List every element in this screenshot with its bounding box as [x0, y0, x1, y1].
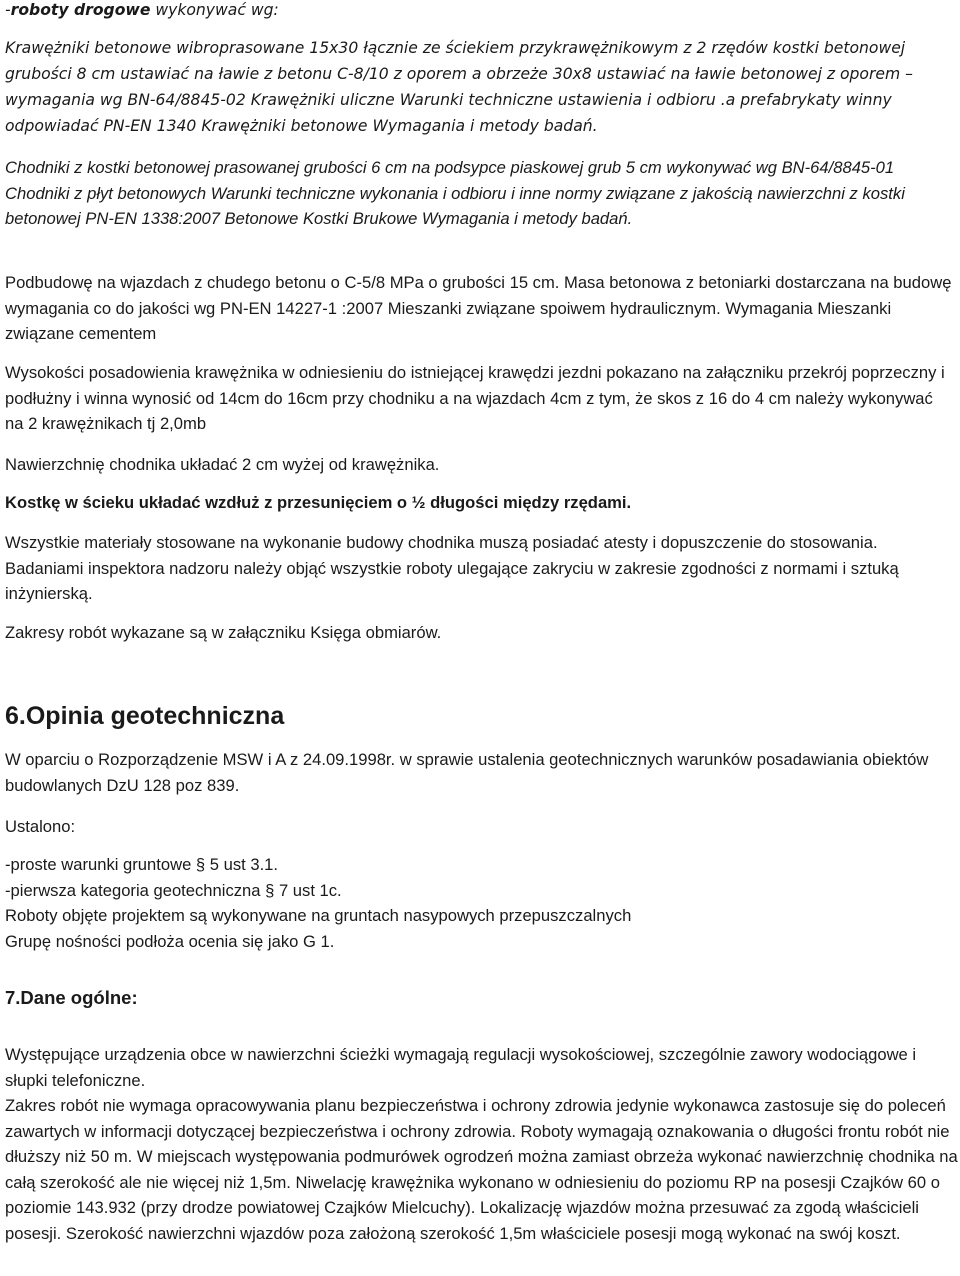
curb-paragraph-part-2: .a prefabrykaty winny odpowiadać PN-EN 1340 Krawężniki betonowe Wymagania i metody badań.: [5, 91, 892, 135]
intro-rest: wykonywać wg:: [150, 1, 279, 19]
geotech-findings-list: [5, 852, 955, 954]
geotech-finding: Roboty objęte projektem są wykonywane na gruntach nasypowych przepuszczalnych: [5, 906, 632, 925]
section-6-heading: 6.Opinia geotechniczna: [5, 702, 285, 730]
geotech-finding: Grupę nośności podłoża ocenia się jako G 1.: [5, 931, 335, 951]
section-7-heading: 7.Dane ogólne:: [5, 987, 138, 1008]
sidewalk-paragraph: Chodniki z kostki betonowej prasowanej grubości 6 cm na podsypce piaskowej grub 5 cm wykonywać wg BN-64/8845-01 Chodniki z płyt betonowych Warunki techniczne wykonania i odbioru i inne normy związane z jakością nawierzchni z kostki betonowej PN-EN 1338:2007 Betonowe Kostki Brukowe Wymagania i metody badań.: [5, 158, 905, 228]
surface-paragraph: Nawierzchnię chodnika układać 2 cm wyżej od krawężnika.: [5, 455, 440, 474]
curb-paragraph: [5, 35, 955, 139]
geotech-finding: -pierwsza kategoria geotechniczna § 7 ust 1c.: [5, 880, 342, 900]
materials-paragraph: Wszystkie materiały stosowane na wykonanie budowy chodnika muszą posiadać atesty i dopuszczenie do stosowania. Badaniami inspektora nadzoru należy objąć wszystkie roboty ulegające zakryciu w zakresie zgodności z normami i sztuką inżynierską.: [5, 533, 899, 603]
intro-line: [5, 0, 279, 23]
curb-paragraph-part-1: Krawężniki betonowe wibroprasowane 15x30 łącznie ze ściekiem przykrawężnikowym z 2 rzędów kostki betonowej grubości 8 cm ustawiać na ławie z betonu C-8/10 z oporem a obrzeże 30x8 ustawiać na ławie betonowej z oporem – wymagania wg BN-64/8845-02 Krawężniki uliczne Warunki techniczne ustawienia i odbioru: [5, 39, 913, 109]
intro-bold: roboty drogowe: [10, 1, 151, 19]
curb-height-paragraph: Wysokości posadowienia krawężnika w odniesieniu do istniejącej krawędzi jezdni pokazano na załączniku przekrój poprzeczny i podłużny i winna wynosić od 14cm do 16cm przy chodniku a na wjazdach 4cm z tym, że skos z 16 do 4 cm należy wykonywać na 2 krawężnikach tj 2,0mb: [5, 363, 945, 433]
intro-prefix: -: [5, 1, 11, 19]
utilities-paragraph: Występujące urządzenia obce w nawierzchni ścieżki wymagają regulacji wysokościowej, szczególnie zawory wodociągowe i słupki telefoniczne.: [5, 1045, 917, 1090]
geotech-established-label: Ustalono:: [5, 817, 76, 836]
safety-scope-paragraph: Zakres robót nie wymaga opracowywania planu bezpieczeństwa i ochrony zdrowia jedynie wykonawca zastosuje się do poleceń zawartych w informacji dotyczącej bezpieczeństwa i ochrony zdrowia. Roboty wymagają oznakowania o długości frontu robót nie dłuższy niż 50 m. W miejscach występowania podmurówek ogrodzeń można zamiast obrzeża wykonać nawierzchnię chodnika na całą szerokość ale nie więcej niż 1,5m. Niwelację krawężnika wykonano w odniesieniu do poziomu RP na posesji Czajków 60 o poziomie 143.932 (przy drodze powiatowej Czajków Mielcuchy). Lokalizację wjazdów można przesuwać za zgodą właścicieli posesji. Szerokość nawierzchni wjazdów poza założoną szerokość 1,5m właściciele posesji mogą wykonać na swój koszt.: [5, 1096, 958, 1243]
scope-paragraph: Zakresy robót wykazane są w załączniku Księga obmiarów.: [5, 623, 442, 642]
geotech-finding: -proste warunki gruntowe § 5 ust 3.1.: [5, 855, 279, 874]
subbase-paragraph: Podbudowę na wjazdach z chudego betonu o C-5/8 MPa o grubości 15 cm. Masa betonowa z betoniarki dostarczana na budowę wymagania co do jakości wg PN-EN 14227-1 :2007 Mieszanki związane spoiwem hydraulicznym. Wymagania Mieszanki związane cementem: [5, 273, 952, 343]
geotech-basis-paragraph: W oparciu o Rozporządzenie MSW i A z 24.09.1998r. w sprawie ustalenia geotechnicznych warunków posadawiania obiektów budowlanych DzU 128 poz 839.: [5, 750, 929, 795]
gutter-paragraph: Kostkę w ścieku układać wzdłuż z przesunięciem o ½ długości między rzędami.: [5, 493, 632, 512]
